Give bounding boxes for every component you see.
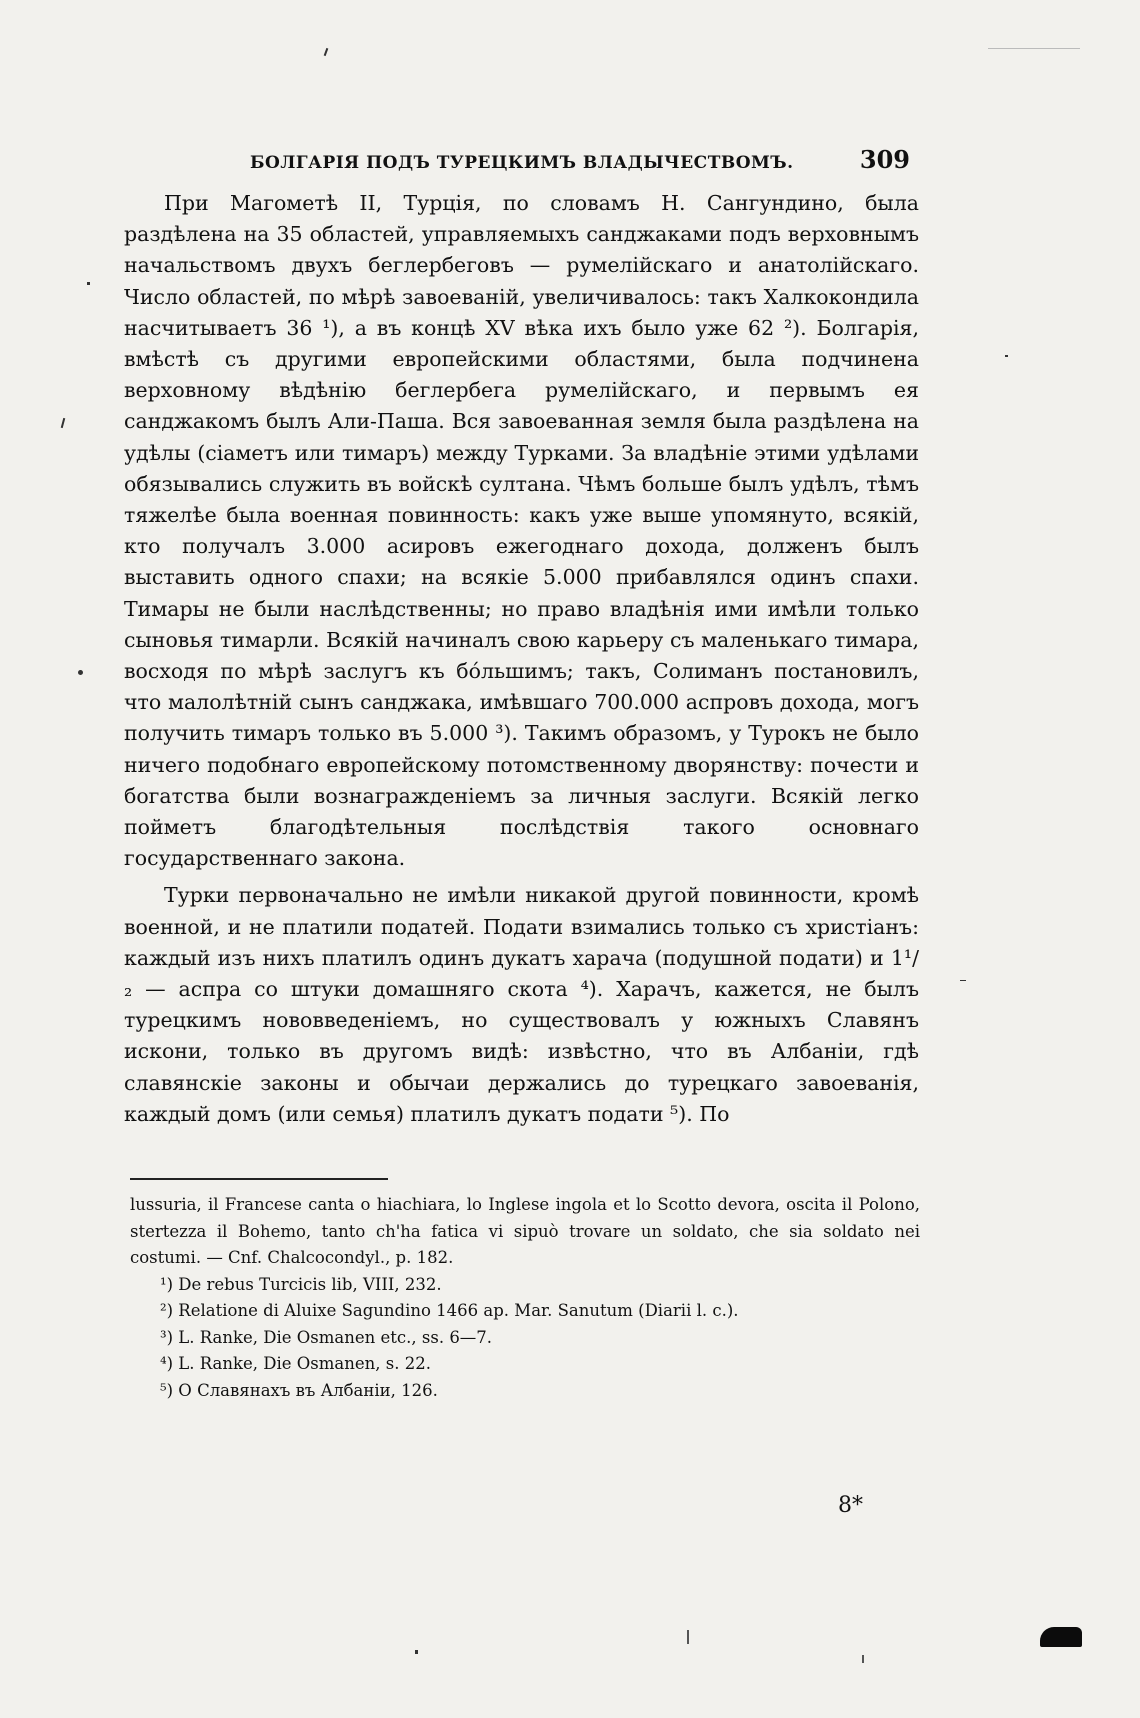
scan-speck [87, 282, 90, 285]
scan-edge-line [988, 48, 1080, 49]
page-header [250, 145, 910, 174]
scan-speck [960, 980, 966, 981]
footnote-continuation: lussuria, il Francese canta o hiachiara, lo Inglese ingola et lo Scotto devora, oscita il Polono, stertezza il Bohemo, tanto ch'ha fatica vi sipuò trovare un soldato, che sia soldato nei costumi. — Cnf. Chalcocondyl., p. 182. [130, 1195, 920, 1267]
scan-speck [78, 670, 83, 675]
footnote-item: ²) Relatione di Aluixe Sagundino 1466 ap. Mar. Sanutum (Diarii l. c.). [160, 1301, 739, 1320]
ink-blot [1040, 1627, 1082, 1647]
footnote-item: ⁵) О Славянахъ въ Албаніи, 126. [160, 1380, 438, 1400]
scan-speck [324, 48, 329, 56]
footnote-divider [130, 1178, 388, 1180]
main-text [124, 188, 919, 1130]
footnote-item: ¹) De rebus Turcicis lib, VIII, 232. [160, 1274, 442, 1294]
scan-speck [687, 1630, 689, 1644]
scan-speck [415, 1650, 418, 1654]
page-number: 309 [859, 145, 910, 174]
footnote-item: ³) L. Ranke, Die Osmanen etc., ss. 6—7. [160, 1327, 493, 1347]
scan-speck [61, 418, 66, 428]
paragraph: При Магометѣ II, Турція, по словамъ Н. Сангундино, была раздѣлена на 35 областей, управляемыхъ санджаками подъ верховнымъ начальствомъ двухъ беглербеговъ — румелійскаго и анатолійскаго. Число областей, по мѣрѣ завоеваній, увеличивалось: такъ Халкокондила насчитываетъ 36 ¹), а въ концѣ XV вѣка ихъ было уже 62 ²). Болгарія, вмѣстѣ съ другими европейскими областями, была подчинена верховному вѣдѣнію беглербега румелійскаго, и первымъ ея санджакомъ былъ Али-Паша. Вся завоеванная земля была раздѣлена на удѣлы (сіаметъ или тимаръ) между Турками. За владѣніе этими удѣлами обязывались служить въ войскѣ султана. Чѣмъ больше былъ удѣлъ, тѣмъ тяжелѣе была военная повинность: какъ уже выше упомянуто, всякій, кто получалъ 3.000 асировъ ежегоднаго дохода, долженъ былъ выставить одного спахи; на всякіе 5.000 прибавлялся одинъ спахи. Тимары не были наслѣдственны; но право владѣнія ими имѣли только сыновья тимарли. Всякій начиналъ свою карьеру съ маленькаго тимара, восходя по мѣрѣ заслугъ къ бо́льшимъ; такъ, Солиманъ постановилъ, что малолѣтній сынъ санджака, имѣвшаго 700.000 аспровъ дохода, могъ получить тимаръ только въ 5.000 ³). Такимъ образомъ, у Турокъ не было ничего подобнаго европейскому потомственному дворянству: почести и богатства были вознагражденіемъ за личныя заслуги. Всякій легко пойметъ благодѣтельныя послѣдствія такого основнаго государственнаго закона. [124, 191, 919, 871]
scan-speck [862, 1655, 864, 1663]
signature-mark: 8* [838, 1493, 863, 1518]
footnote-item: ⁴) L. Ranke, Die Osmanen, s. 22. [160, 1354, 431, 1373]
scan-speck [1005, 355, 1008, 357]
paragraph: Турки первоначально не имѣли никакой другой повинности, кромѣ военной, и не платили податей. Подати взимались только съ христіанъ: каждый изъ нихъ платилъ одинъ дукатъ харача (подушной подати) и 1¹/₂ — аспра со штуки домашняго скота ⁴). Харачъ, кажется, не былъ турецкимъ нововведеніемъ, но существовалъ у южныхъ Славянъ искони, только въ другомъ видѣ: извѣстно, что въ Албаніи, гдѣ славянскіе законы и обычаи держались до турецкаго завоеванія, каждый домъ (или семья) платилъ дукатъ подати ⁵). По [124, 883, 919, 1126]
running-title: БОЛГАРІЯ ПОДЪ ТУРЕЦКИМЪ ВЛАДЫЧЕСТВОМЪ. [250, 153, 794, 173]
footnotes [130, 1192, 920, 1404]
